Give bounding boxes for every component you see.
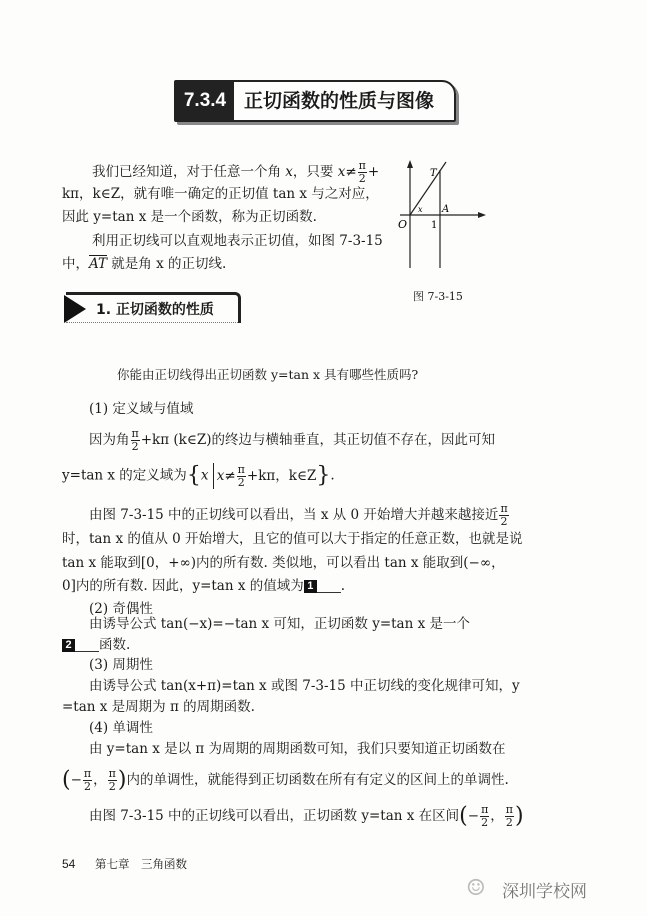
p4-line-3: 由图 7-3-15 中的正切线可以看出，正切函数 y=tan x 在区间(− $\frac{\pi}{2}$ ， $\frac{\pi}{2}$ ) xyxy=(89,803,524,829)
p3-line-2: =tan x 是周期为 π 的周期函数. xyxy=(62,699,255,715)
page-number: 54 xyxy=(62,857,76,871)
svg-text:x: x xyxy=(418,205,423,214)
watermark: 深圳学校网 xyxy=(502,882,587,902)
blank-badge-1: 1 xyxy=(304,580,317,593)
intro-line-1: 我们已经知道，对于任意一个角 x，只要 x≠ $\frac{\pi}{2}$ + xyxy=(92,159,380,185)
blank-badge-2: 2 xyxy=(62,639,75,652)
figure-caption: 图 7-3-15 xyxy=(413,290,463,303)
svg-text:O: O xyxy=(398,218,408,231)
question-prompt: 你能由正切线得出正切函数 y=tan x 具有哪些性质吗? xyxy=(117,367,419,382)
p1-line-5: tan x 能取到[0，+∞)内的所有数. 类似地，可以看出 tan x 能取到(−∞， xyxy=(62,555,505,571)
answer-blank-2 xyxy=(75,639,99,652)
subsection-title: 1. 正切函数的性质 xyxy=(96,302,214,318)
p4-line-1: 由 y=tan x 是以 π 为周期的周期函数可知，我们只要知道正切函数在 xyxy=(89,741,506,757)
property-heading-2: (2) 奇偶性 xyxy=(89,601,153,617)
p1-line-2: y=tan x 的定义域为{x x≠ $\frac{\pi}{2}$ +kπ，k∈Z}. xyxy=(62,463,335,489)
p1-line-3: 由图 7-3-15 中的正切线可以看出，当 x 从 0 开始增大并越来越接近 $\frac{\pi}{2}$ xyxy=(89,502,508,528)
p1-line-1: 因为角 $\frac{\pi}{2}$ +kπ (k∈Z)的终边与横轴垂直，其正切值不存在，因此可知 xyxy=(89,427,495,453)
svg-text:1: 1 xyxy=(431,220,438,231)
section-title xyxy=(174,80,456,122)
svg-text:A: A xyxy=(442,204,450,215)
p1-line-6: 0]内的所有数. 因此，y=tan x 的值域为 1 . xyxy=(62,578,346,594)
subsection-header xyxy=(66,292,241,323)
p4-line-2: (− $\frac{\pi}{2}$ ， $\frac{\pi}{2}$ )内的单调性，就能得到正切函数在所有有定义的区间上的单调性. xyxy=(62,767,509,793)
divider xyxy=(66,322,238,323)
intro-line-2: kπ，k∈Z，就有唯一确定的正切值 tan x 与之对应， xyxy=(62,186,379,202)
p3-line-1: 由诱导公式 tan(x+π)=tan x 或图 7-3-15 中正切线的变化规律可知，y xyxy=(89,678,520,694)
svg-text:T: T xyxy=(430,168,437,179)
section-number: 7.3.4 xyxy=(176,82,234,120)
intro-line-4: 利用正切线可以直观地表示正切值，如图 7-3-15 xyxy=(92,233,383,249)
intro-line-3: 因此 y=tan x 是一个函数，称为正切函数. xyxy=(62,209,317,225)
section-title-text: 正切函数的性质与图像 xyxy=(244,90,435,112)
wechat-icon: ☺ xyxy=(466,876,486,901)
intro-line-5: 中，$\overline{AT}$ 就是角 x 的正切线. xyxy=(62,256,227,272)
property-heading-4: (4) 单调性 xyxy=(89,720,153,736)
p1-line-4: 时，tan x 的值从 0 开始增大，且它的值可以大于指定的任意正数，也就是说 xyxy=(62,531,523,547)
p2-line-2: 2 函数. xyxy=(62,636,130,654)
arrow-icon xyxy=(64,295,86,323)
property-heading-3: (3) 周期性 xyxy=(89,657,153,673)
answer-blank-1 xyxy=(317,580,341,593)
tangent-line-figure xyxy=(398,160,488,270)
property-heading-1: (1) 定义域与值域 xyxy=(89,401,194,417)
chapter-footer: 第七章 三角函数 xyxy=(95,857,187,871)
p2-line-1: 由诱导公式 tan(−x)=−tan x 可知，正切函数 y=tan x 是一个 xyxy=(89,616,470,632)
